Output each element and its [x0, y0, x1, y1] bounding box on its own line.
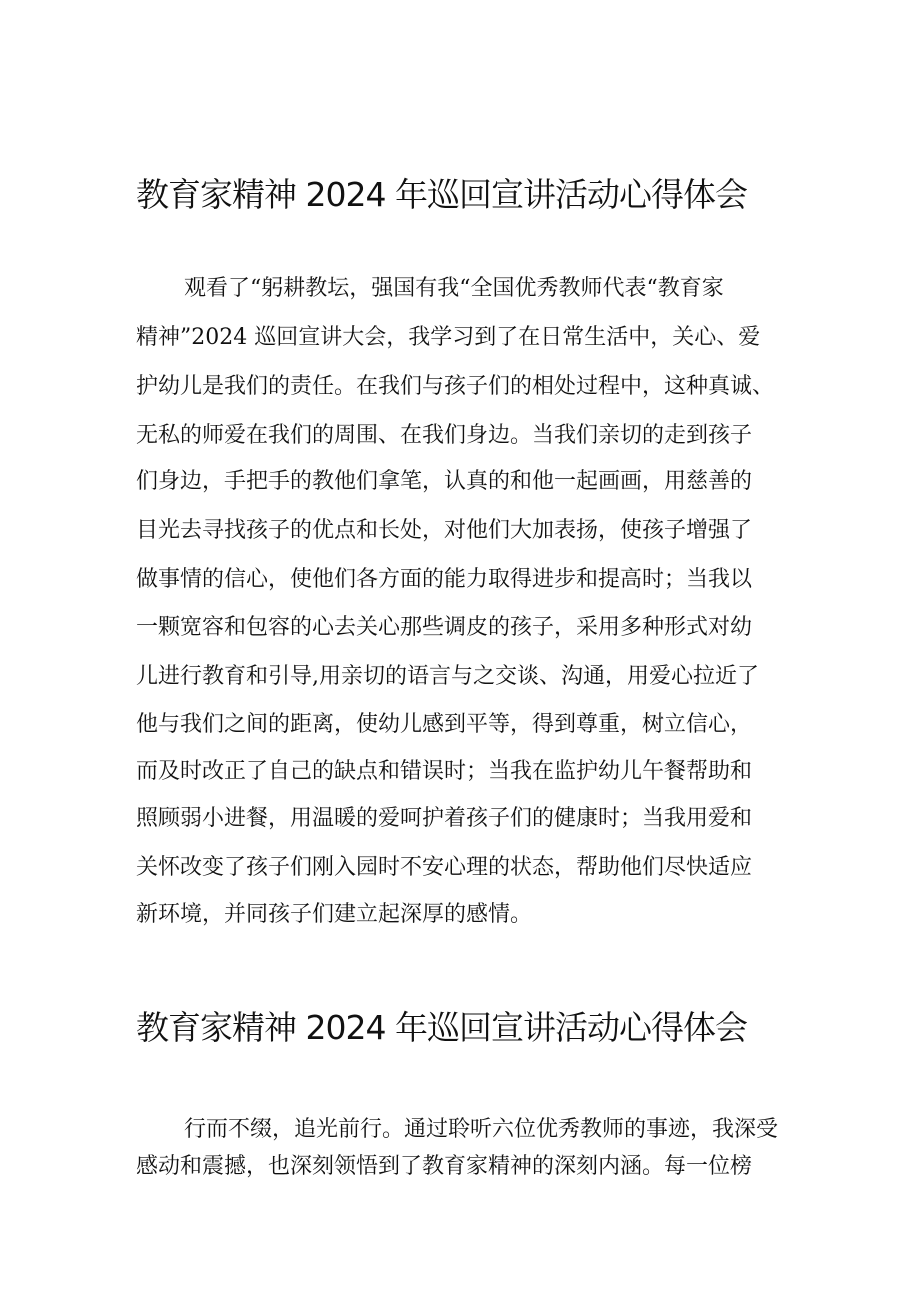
paragraph-line: 目光去寻找孩子的优点和长处，对他们大加表扬，使孩子增强了: [136, 518, 753, 543]
paragraph-line: 新环境，并同孩子们建立起深厚的感情。: [136, 902, 533, 927]
paragraph-line: 行而不缀，追光前行。通过聆听六位优秀教师的事迹，我深受: [184, 1117, 779, 1142]
section-2-title: 教育家精神 2024 年巡回宣讲活动心得体会: [136, 1008, 747, 1047]
paragraph-line: 一颗宽容和包容的心去关心那些调皮的孩子，采用多种形式对幼: [136, 615, 753, 640]
paragraph-line: 观看了“躬耕教坛，强国有我“全国优秀教师代表“教育家: [184, 276, 724, 301]
paragraph-line: 感动和震撼，也深刻领悟到了教育家精神的深刻内涵。每一位榜: [136, 1154, 753, 1179]
paragraph-line: 做事情的信心，使他们各方面的能力取得进步和提高时；当我以: [136, 567, 753, 592]
section-1-title: 教育家精神 2024 年巡回宣讲活动心得体会: [136, 175, 747, 214]
paragraph-line: 他与我们之间的距离，使幼儿感到平等，得到尊重，树立信心，: [136, 712, 753, 737]
paragraph-line: 护幼儿是我们的责任。在我们与孩子们的相处过程中，这种真诚、: [136, 374, 775, 399]
paragraph-line: 而及时改正了自己的缺点和错误时；当我在监护幼儿午餐帮助和: [136, 759, 753, 784]
paragraph-line: 关怀改变了孩子们刚入园时不安心理的状态，帮助他们尽快适应: [136, 855, 753, 880]
paragraph-line: 无私的师爱在我们的周围、在我们身边。当我们亲切的走到孩子: [136, 423, 753, 448]
paragraph-line: 照顾弱小进餐，用温暖的爱呵护着孩子们的健康时；当我用爱和: [136, 806, 753, 831]
paragraph-line: 们身边，手把手的教他们拿笔，认真的和他一起画画，用慈善的: [136, 469, 753, 494]
paragraph-line: 儿进行教育和引导,用亲切的语言与之交谈、沟通，用爱心拉近了: [136, 664, 759, 689]
paragraph-line: 精神”2024 巡回宣讲大会，我学习到了在日常生活中，关心、爱: [136, 325, 761, 350]
